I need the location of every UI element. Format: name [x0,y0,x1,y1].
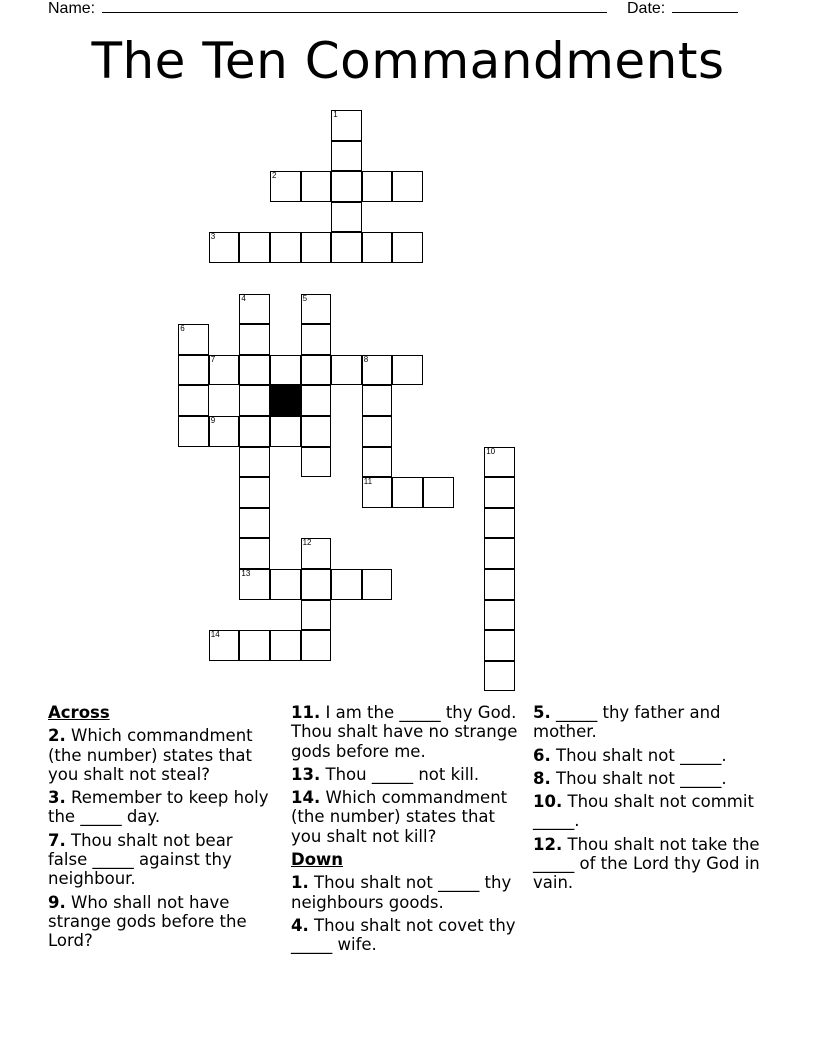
clue-number: 1. [291,873,309,893]
clue-item [533,792,761,831]
clue-text: Remember to keep holy the _____ day. [48,788,269,827]
clue-item [291,873,523,912]
grid-cell[interactable] [484,447,515,478]
clue-item [533,835,761,893]
clue-number: 6. [533,745,551,765]
clue-text: Which commandment (the number) states that you shalt not steal? [48,726,253,784]
date-field[interactable] [627,0,738,18]
grid-cell[interactable] [301,294,332,325]
clue-item [48,788,276,827]
grid-cell[interactable] [239,508,270,539]
clue-text: Thou shalt not bear false _____ against thy neighbour. [48,830,233,889]
grid-cell[interactable] [209,416,240,447]
date-label: Date: [627,0,666,17]
grid-cell[interactable] [484,508,515,539]
clue-item [291,916,523,955]
grid-cell[interactable] [270,416,301,447]
clue-number: 5 [302,293,308,303]
grid-cell[interactable] [239,355,270,386]
grid-cell[interactable] [209,355,240,386]
grid-cell[interactable] [239,630,270,661]
clue-number: 1 [333,110,338,119]
grid-cell[interactable] [392,232,423,263]
clue-number: 10 [486,446,496,456]
clue-number: 8 [363,354,369,364]
clue-number: 13 [241,569,251,578]
clues-column-2 [291,703,523,959]
clue-text: Thou _____ not kill. [325,764,480,784]
grid-cell[interactable] [209,630,240,661]
name-line[interactable] [102,0,607,13]
grid-cell[interactable] [178,385,209,416]
name-field[interactable] [48,0,607,18]
black-cell [270,385,301,416]
date-line[interactable] [672,0,738,13]
clue-text: Thou shalt not covet thy _____ wife. [291,915,516,955]
clue-text: Who shall not have strange gods before the Lord? [48,892,247,951]
clue-item [48,893,276,951]
clue-text: Thou shalt not commit _____. [533,792,754,831]
clue-number: 3 [210,232,216,242]
clue-number: 2. [48,726,66,746]
clue-item [291,703,523,761]
clue-number: 13. [291,764,321,784]
clue-number: 4. [291,915,309,935]
grid-cell[interactable] [331,355,362,386]
clue-number: 12. [533,834,563,854]
clue-number: 3. [48,788,66,808]
clue-item [533,703,761,742]
clue-number: 8. [533,768,551,788]
grid-cell[interactable] [270,569,301,600]
clue-item [291,765,523,784]
clue-item [533,769,761,788]
clue-number: 12 [302,538,312,548]
grid-cell[interactable] [178,355,209,386]
clues-column-1 [48,703,276,955]
name-label: Name: [48,0,96,17]
grid-cell[interactable] [301,416,332,447]
grid-cell[interactable] [362,569,393,600]
grid-cell[interactable] [301,385,332,416]
clue-text: Thou shalt not _____ thy neighbours goods. [291,873,512,912]
clue-text: I am the _____ thy God. Thou shalt have no strange gods before me. [291,703,518,761]
clue-number: 14 [210,630,220,640]
grid-cell[interactable] [301,538,332,569]
grid-cell[interactable] [301,324,332,355]
grid-cell[interactable] [484,600,515,631]
clue-item [48,726,276,784]
grid-cell[interactable] [301,232,332,263]
grid-cell[interactable] [484,661,515,692]
grid-cell[interactable] [362,171,393,202]
grid-cell[interactable] [484,630,515,661]
clue-number: 14. [291,788,321,808]
grid-cell[interactable] [301,447,332,478]
grid-cell[interactable] [178,324,209,355]
clue-item [291,788,523,846]
across-heading: Across [48,703,110,722]
grid-cell[interactable] [239,385,270,416]
grid-cell[interactable] [331,569,362,600]
grid-cell[interactable] [239,324,270,355]
grid-cell[interactable] [239,416,270,447]
grid-cell[interactable] [362,477,393,508]
grid-cell[interactable] [362,416,393,447]
clue-number: 9 [210,416,216,425]
page-title: The Ten Commandments [91,32,725,90]
clue-text: Thou shalt not _____. [556,768,727,788]
grid-cell[interactable] [362,385,393,416]
clue-number: 6 [180,324,185,334]
clue-number: 2 [272,171,277,181]
clues-column-3 [533,703,761,897]
grid-cell[interactable] [270,232,301,263]
grid-cell[interactable] [301,600,332,631]
grid-cell[interactable] [484,477,515,508]
clue-number: 7 [210,354,216,364]
clue-item [533,746,761,765]
grid-cell[interactable] [331,141,362,172]
grid-cell[interactable] [484,569,515,600]
grid-cell[interactable] [209,232,240,263]
clue-text: _____ thy father and mother. [533,703,721,742]
grid-cell[interactable] [239,477,270,508]
grid-cell[interactable] [270,355,301,386]
grid-cell[interactable] [301,355,332,386]
down-heading: Down [291,850,344,870]
grid-cell[interactable] [301,630,332,661]
grid-cell[interactable] [301,569,332,600]
grid-cell[interactable] [423,477,454,508]
grid-cell[interactable] [239,232,270,263]
clue-number: 4 [241,293,246,303]
clue-number: 7. [48,830,66,850]
clue-number: 11. [291,703,321,722]
grid-cell[interactable] [362,232,393,263]
grid-cell[interactable] [484,538,515,569]
grid-cell[interactable] [331,110,362,141]
grid-cell[interactable] [331,171,362,202]
grid-cell[interactable] [392,477,423,508]
grid-cell[interactable] [331,202,362,233]
grid-cell[interactable] [392,355,423,386]
clue-text: Which commandment (the number) states that you shalt not kill? [291,788,508,846]
grid-cell[interactable] [270,630,301,661]
clue-number: 10. [533,792,563,812]
grid-cell[interactable] [362,355,393,386]
grid-cell[interactable] [270,171,301,202]
clue-text: Thou shalt not take the _____ of the Lord thy God in vain. [533,834,760,893]
grid-cell[interactable] [239,538,270,569]
clue-number: 11 [363,477,373,487]
grid-cell[interactable] [331,232,362,263]
grid-cell[interactable] [239,447,270,478]
clue-number: 9. [48,892,66,912]
grid-cell[interactable] [392,171,423,202]
grid-cell[interactable] [239,294,270,325]
grid-cell[interactable] [178,416,209,447]
clue-text: Thou shalt not _____. [556,745,727,765]
grid-cell[interactable] [239,569,270,600]
clue-item [48,831,276,889]
clue-number: 5. [533,703,551,722]
grid-cell[interactable] [301,171,332,202]
grid-cell[interactable] [362,447,393,478]
